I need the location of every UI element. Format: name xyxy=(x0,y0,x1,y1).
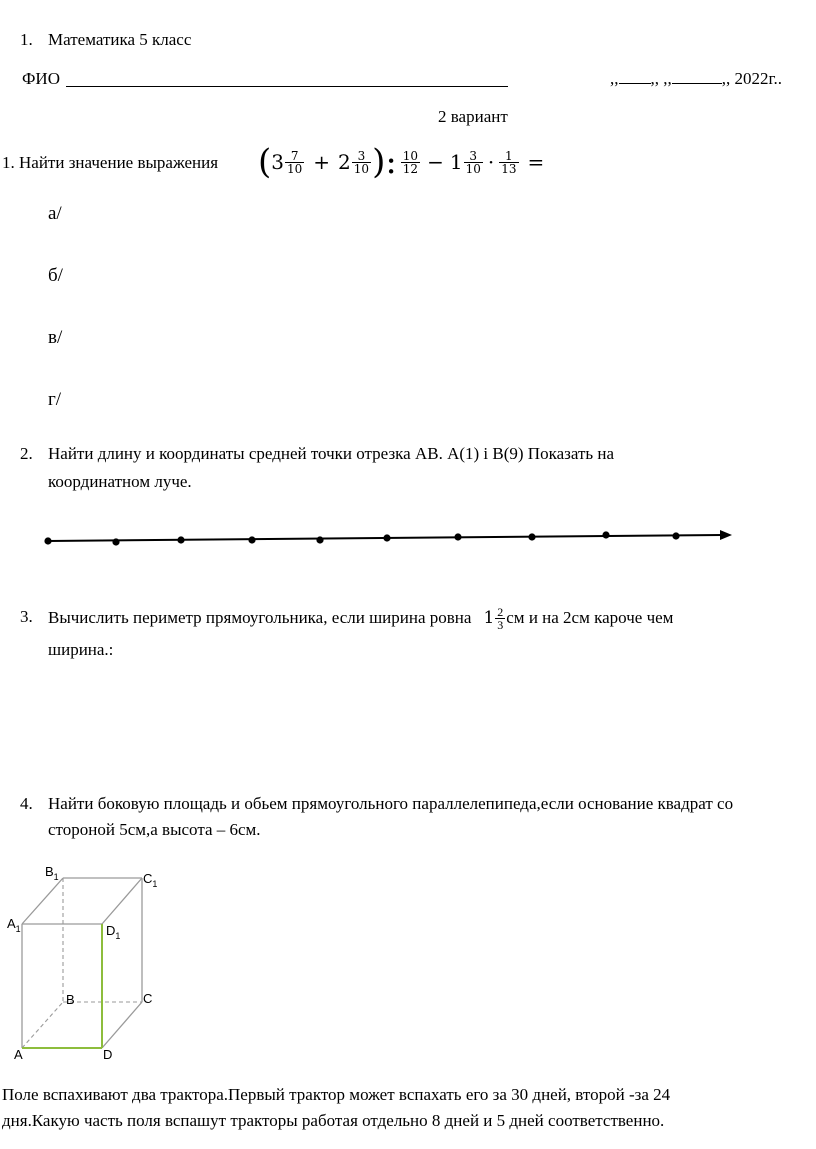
day-blank xyxy=(619,69,651,84)
fio-label: ФИО xyxy=(22,69,60,88)
task5-line1: Поле вспахивают два трактора.Первый трактор может вспахать его за 30 дней, второй -за 24 xyxy=(2,1085,671,1104)
answer-option-b: б/ xyxy=(48,265,63,286)
label-d1: $D_1$ xyxy=(106,923,121,941)
task2-line1: Найти длину и координаты средней точки отрезка АВ. А(1) і В(9) Показать на xyxy=(48,444,615,463)
ray-point xyxy=(672,532,679,539)
open-paren: ( xyxy=(258,142,272,182)
task4-line2: стороной 5см,а высота – 6см. xyxy=(48,820,261,839)
minus-sign: − xyxy=(427,150,444,174)
task1-prompt: 1. Найти значение выражения xyxy=(2,153,219,172)
close-paren-colon: ): xyxy=(372,142,397,182)
label-a: A xyxy=(14,1047,23,1062)
task3-number: 3. xyxy=(20,607,33,626)
ray-point xyxy=(383,534,390,541)
equals-sign: = xyxy=(527,150,545,174)
task3-text-b: см и на 2см кароче чем xyxy=(506,608,674,627)
multiply-dot: · xyxy=(487,150,495,174)
ray-point xyxy=(248,536,255,543)
answer-option-a: а/ xyxy=(48,203,62,224)
worksheet-title: Математика 5 класс xyxy=(48,30,192,49)
label-a1: $A_1$ xyxy=(7,916,21,934)
fraction-2: $\frac{3}{10}$ xyxy=(353,148,370,176)
label-c: C xyxy=(143,991,153,1006)
date-quote-2: ,, ,, xyxy=(650,69,672,88)
header-item-number: 1. xyxy=(20,30,33,49)
date-year: 2022г.. xyxy=(734,69,783,88)
coordinate-ray xyxy=(0,520,816,560)
label-d: D xyxy=(103,1047,113,1062)
fraction-5: $\frac{1}{13}$ xyxy=(501,148,517,176)
task3-line1 xyxy=(48,598,673,638)
fio-blank-line xyxy=(66,72,508,87)
ray-point xyxy=(316,536,323,543)
label-c1: $C_1$ xyxy=(143,871,158,889)
label-b1: $B_1$ xyxy=(45,864,59,882)
ray-point xyxy=(177,536,184,543)
label-b: B xyxy=(66,992,75,1007)
date-quote-3: ,, xyxy=(721,69,731,88)
ray-point xyxy=(528,533,535,540)
plus-sign: + xyxy=(313,150,331,174)
whole-2: 2 xyxy=(338,150,351,174)
task4-line1: Найти боковую площадь и обьем прямоугольного параллелепипеда,если основание квадрат со xyxy=(48,794,734,813)
answer-option-g: г/ xyxy=(48,389,62,410)
task4-number: 4. xyxy=(20,794,33,813)
fraction-1: $\frac{7}{10}$ xyxy=(287,148,303,176)
width-fraction: $\frac{2}{3}$ xyxy=(497,604,504,632)
ray-arrow-icon xyxy=(720,530,732,540)
parallelepiped-figure xyxy=(0,860,180,1070)
task2-number: 2. xyxy=(20,444,33,463)
task3-line2: ширина.: xyxy=(48,640,114,659)
fraction-3: $\frac{10}{12}$ xyxy=(402,148,419,176)
task2-line2: координатном луче. xyxy=(48,472,192,491)
task3-text-a: Вычислить периметр прямоугольника, если ширина ровна xyxy=(48,608,472,627)
answer-option-v: в/ xyxy=(48,327,63,348)
task1-expression xyxy=(258,139,544,185)
fraction-4: $\frac{3}{10}$ xyxy=(465,148,481,176)
width-whole: 1 xyxy=(483,608,495,628)
ray-point xyxy=(454,533,461,540)
ray-point xyxy=(112,538,119,545)
ray-point xyxy=(602,531,609,538)
variant-label: 2 вариант xyxy=(438,107,508,126)
whole-4: 1 xyxy=(449,150,463,174)
task5-line2: дня.Какую часть поля вспашут тракторы работая отдельно 8 дней и 5 дней соответственно. xyxy=(2,1111,665,1130)
date-line xyxy=(610,69,782,89)
date-quote-1: ,, xyxy=(610,69,619,88)
ray-point xyxy=(44,537,51,544)
whole-1: 3 xyxy=(271,150,284,174)
month-blank xyxy=(672,69,722,84)
